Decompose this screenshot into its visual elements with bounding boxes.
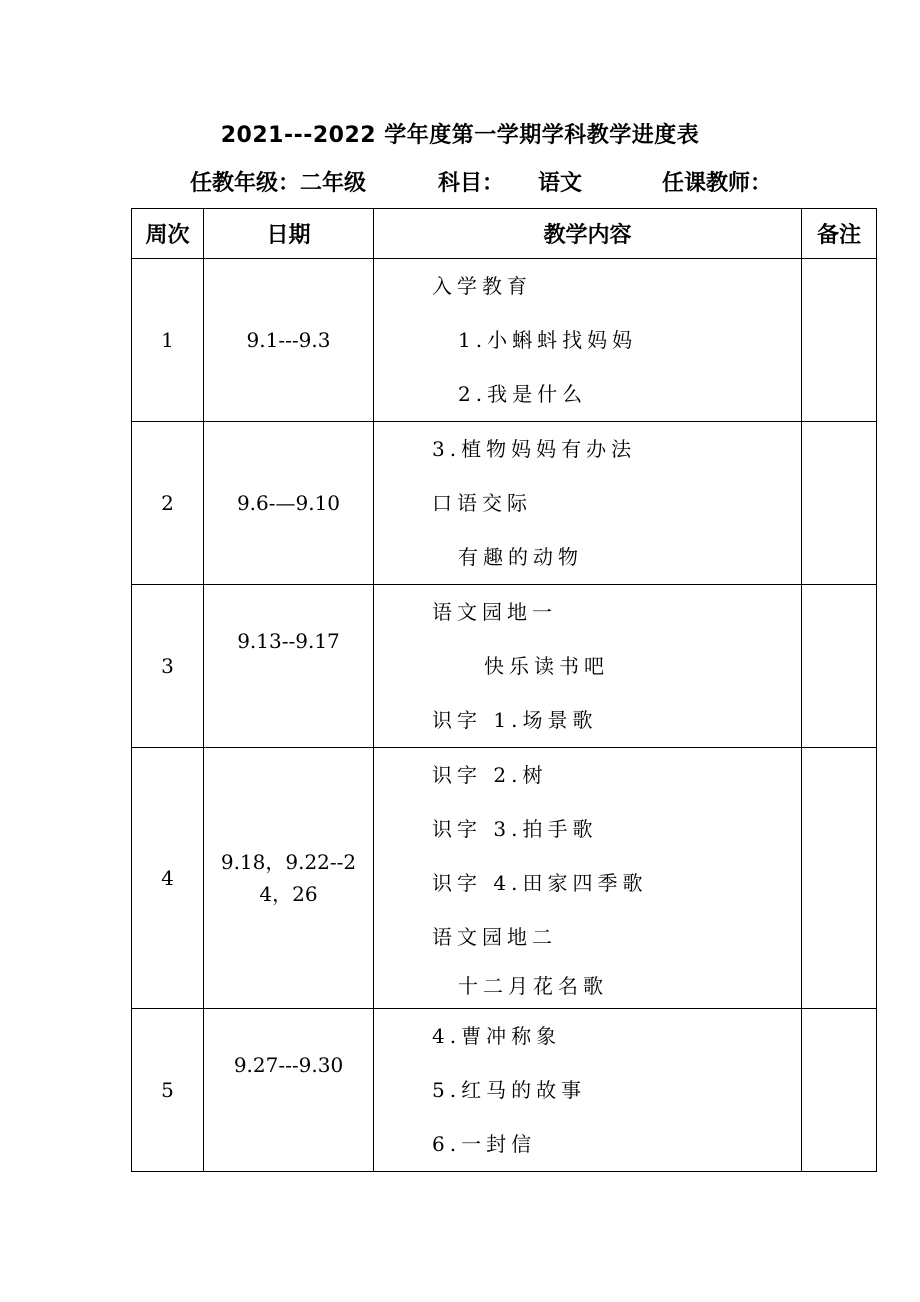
date-cell: 9.18，9.22--24，26 <box>204 748 374 1009</box>
content-cell <box>374 259 802 422</box>
header-date: 日期 <box>204 209 374 259</box>
content-line: 3.植物妈妈有办法 <box>432 437 637 461</box>
content-line: 1.小蝌蚪找妈妈 <box>458 328 638 352</box>
week-cell: 2 <box>132 422 204 585</box>
content-cell <box>374 748 802 1009</box>
subject-value: 语文 <box>538 171 583 196</box>
content-line: 识字 3.拍手歌 <box>432 817 598 841</box>
content-line: 4.曹冲称象 <box>432 1024 562 1048</box>
content-line: 识字 2.树 <box>432 763 548 787</box>
content-line: 有趣的动物 <box>458 545 583 569</box>
content-cell <box>374 585 802 748</box>
content-line: 十二月花名歌 <box>458 974 608 998</box>
notes-cell <box>802 1009 877 1172</box>
table-body <box>132 259 877 1172</box>
table-row <box>132 1009 877 1172</box>
grade-label: 任教年级：二年级 <box>190 171 367 196</box>
date-cell: 9.27---9.30 <box>204 1009 374 1172</box>
notes-cell <box>802 422 877 585</box>
notes-cell <box>802 259 877 422</box>
content-line: 5.红马的故事 <box>432 1078 587 1102</box>
notes-cell <box>802 585 877 748</box>
date-cell: 9.13--9.17 <box>204 585 374 748</box>
notes-cell <box>802 748 877 1009</box>
date-cell: 9.6-—9.10 <box>204 422 374 585</box>
table-row <box>132 259 877 422</box>
header-content: 教学内容 <box>374 209 802 259</box>
content-line: 6.一封信 <box>432 1132 537 1156</box>
schedule-table <box>131 208 877 1172</box>
content-line: 快乐读书吧 <box>484 654 609 678</box>
document-title: 2021---2022 学年度第一学期学科教学进度表 <box>220 123 700 148</box>
date-cell: 9.1---9.3 <box>204 259 374 422</box>
table-row <box>132 585 877 748</box>
content-line: 语文园地一 <box>432 600 557 624</box>
header-notes: 备注 <box>802 209 877 259</box>
content-line: 识字 1.场景歌 <box>432 708 598 732</box>
week-cell: 3 <box>132 585 204 748</box>
content-line: 识字 4.田家四季歌 <box>432 871 648 895</box>
teacher-label: 任课教师： <box>662 171 773 196</box>
week-cell: 4 <box>132 748 204 1009</box>
content-cell <box>374 1009 802 1172</box>
header-week: 周次 <box>132 209 204 259</box>
content-cell <box>374 422 802 585</box>
table-row <box>132 748 877 1009</box>
content-line: 2.我是什么 <box>458 382 588 406</box>
table-row <box>132 422 877 585</box>
content-line: 入学教育 <box>432 274 532 298</box>
subject-label: 科目： <box>438 171 505 196</box>
week-cell: 1 <box>132 259 204 422</box>
content-line: 口语交际 <box>432 491 532 515</box>
content-line: 语文园地二 <box>432 925 557 949</box>
header-row <box>132 209 877 259</box>
week-cell: 5 <box>132 1009 204 1172</box>
